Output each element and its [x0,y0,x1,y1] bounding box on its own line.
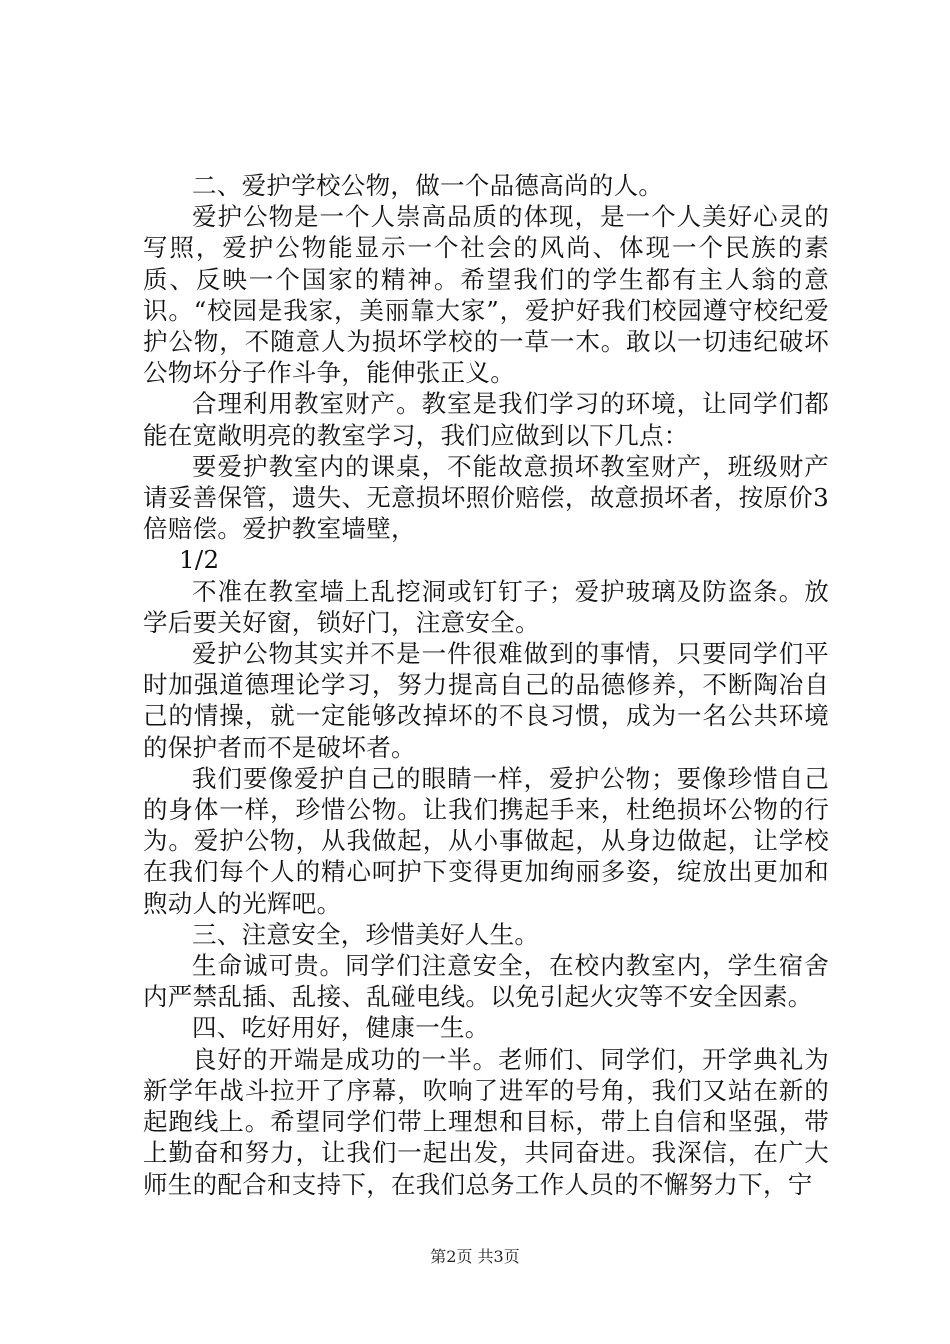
paragraph: 生命诚可贵。同学们注意安全，在校内教室内，学生宿舍内严禁乱插、乱接、乱碰电线。以免引起火灾等不安全因素。 [143,951,829,1012]
paragraph: 爱护公物是一个人崇高品质的体现，是一个人美好心灵的写照，爱护公物能显示一个社会的风尚、体现一个民族的素质、反映一个国家的精神。希望我们的学生都有主人翁的意识。“校园是我家，美丽靠大家”，爱护好我们校园遵守校纪爱护公物，不随意人为损坏学校的一草一木。敢以一切违纪破坏公物坏分子作斗争，能伸张正义。 [143,202,829,388]
paragraph: 爱护公物其实并不是一件很难做到的事情，只要同学们平时加强道德理论学习，努力提高自己的品德修养，不断陶冶自己的情操，就一定能够改掉坏的不良习惯，成为一名公共环境的保护者而不是破坏者。 [143,639,829,762]
page-footer: 第2页 共3页 [430,1247,520,1266]
section-heading-protect-property: 二、爱护学校公物，做一个品德高尚的人。 [192,171,664,200]
document-body [143,170,829,1200]
paragraph: 不准在教室墙上乱挖洞或钉钉子；爱护玻璃及防盗条。放学后要关好窗，锁好门，注意安全。 [143,576,829,637]
paragraph: 合理利用教室财产。教室是我们学习的环境，让同学们都能在宽敞明亮的教室学习，我们应做到以下几点： [143,389,829,450]
section-heading-health: 四、吃好用好，健康一生。 [192,1013,490,1043]
paragraph: 要爱护教室内的课桌，不能故意损坏教室财产，班级财产请妥善保管，遗失、无意损坏照价赔偿，故意损坏者，按原价3倍赔偿。爱护教室墙壁， [143,451,829,544]
section-heading-safety: 三、注意安全，珍惜美好人生。 [192,919,540,949]
paragraph: 良好的开端是成功的一半。老师们、同学们，开学典礼为新学年战斗拉开了序幕，吹响了进军的号角，我们又站在新的起跑线上。希望同学们带上理想和目标，带上自信和坚强，带上勤奋和努力，让我们一起出发，共同奋进。我深信，在广大师生的配合和支持下，在我们总务工作人员的不懈努力下，宁 [143,1044,829,1199]
page-marker: 1/2 [179,545,220,575]
paragraph: 我们要像爱护自己的眼睛一样，爱护公物；要像珍惜自己的身体一样，珍惜公物。让我们携起手来，杜绝损坏公物的行为。爱护公物，从我做起，从小事做起，从身边做起，让学校在我们每个人的精心呵护下变得更加绚丽多姿，绽放出更加和煦动人的光辉吧。 [143,763,829,918]
